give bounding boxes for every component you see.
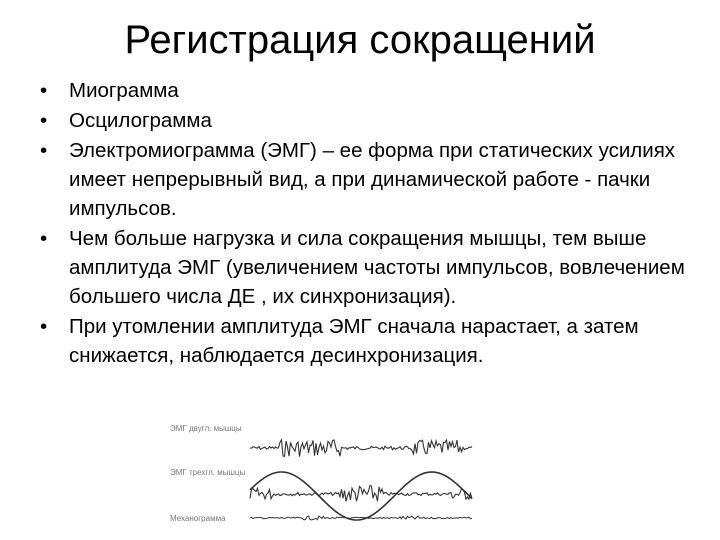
- bullet-marker: •: [40, 79, 48, 102]
- bullet-list: [38, 76, 688, 371]
- bullet-marker: •: [40, 227, 48, 250]
- bullet-text: Миограмма: [69, 79, 179, 102]
- bullet-marker: •: [40, 139, 48, 162]
- triceps-emg-trace: [250, 486, 472, 502]
- bullet-text: Электромиограмма (ЭМГ) – ее форма при статических усилиях имеет непрерывный вид, а при динамической работе - пачки импульсов.: [69, 139, 676, 220]
- bullet-item-fatigue: [38, 312, 688, 370]
- bullet-item-oscillogram: [38, 106, 688, 135]
- bullet-text: Чем больше нагрузка и сила сокращения мышцы, тем выше амплитуда ЭМГ (увеличением частоты импульсов, вовлечением большего числа ДЕ , их синхронизация).: [69, 227, 685, 308]
- bullet-marker: •: [40, 315, 48, 338]
- bullet-text: При утомлении амплитуда ЭМГ сначала нарастает, а затем снижается, наблюдается десинхронизация.: [69, 315, 639, 367]
- bullet-marker: •: [40, 109, 48, 132]
- bullet-text: Осцилограмма: [69, 109, 212, 132]
- slide-title: Регистрация сокращений: [124, 18, 596, 62]
- bullet-item-emg: [38, 136, 688, 223]
- figure-label-mechanogram: Механограмма: [170, 514, 226, 523]
- bullet-item-myogram: [38, 76, 688, 105]
- figure-label-triceps-emg: ЭМГ трехгл. мышцы: [170, 468, 246, 477]
- bullet-item-load: [38, 224, 688, 311]
- mechanogram-trace: [250, 472, 472, 520]
- figure-label-biceps-emg: ЭМГ двугл. мышцы: [170, 424, 242, 433]
- emg-figure: [150, 414, 490, 536]
- biceps-emg-trace: [250, 440, 472, 457]
